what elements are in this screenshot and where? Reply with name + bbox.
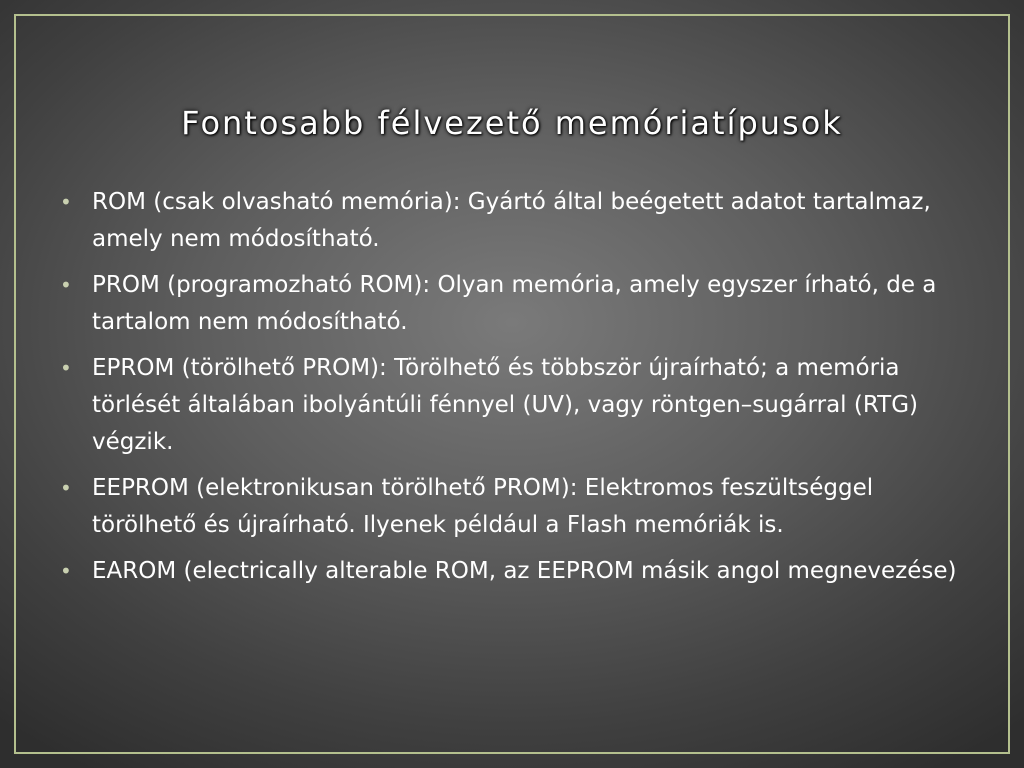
bullet-item-eeprom (58, 470, 968, 544)
bullet-dot-icon: • (60, 356, 72, 380)
bullet-item-rom (58, 184, 968, 258)
bullet-dot-icon: • (60, 476, 72, 500)
bullet-text: PROM (programozható ROM): Olyan memória, amely egyszer írható, de a tartalom nem módosítható. (92, 272, 937, 335)
bullet-text: ROM (csak olvasható memória): Gyártó által beégetett adatot tartalmaz, amely nem módosítható. (92, 189, 931, 252)
bullet-dot-icon: • (60, 273, 72, 297)
bullet-item-prom (58, 267, 968, 341)
bullet-text: EAROM (electrically alterable ROM, az EEPROM másik angol megnevezése) (92, 558, 957, 584)
bullet-dot-icon: • (60, 559, 72, 583)
bullet-text: EPROM (törölhető PROM): Törölhető és többször újraírható; a memória törlését általában ibolyántúli fénnyel (UV), vagy röntgen–sugárral (RTG) végzik. (92, 355, 918, 455)
slide-title: Fontosabb félvezető memóriatípusok (181, 104, 843, 142)
bullet-item-eprom (58, 350, 968, 461)
bullet-dot-icon: • (60, 190, 72, 214)
bullet-item-earom (58, 553, 968, 590)
bullet-list (58, 184, 968, 599)
bullet-text: EEPROM (elektronikusan törölhető PROM): Elektromos feszültséggel törölhető és újraírható. Ilyenek például a Flash memóriák is. (92, 475, 874, 538)
